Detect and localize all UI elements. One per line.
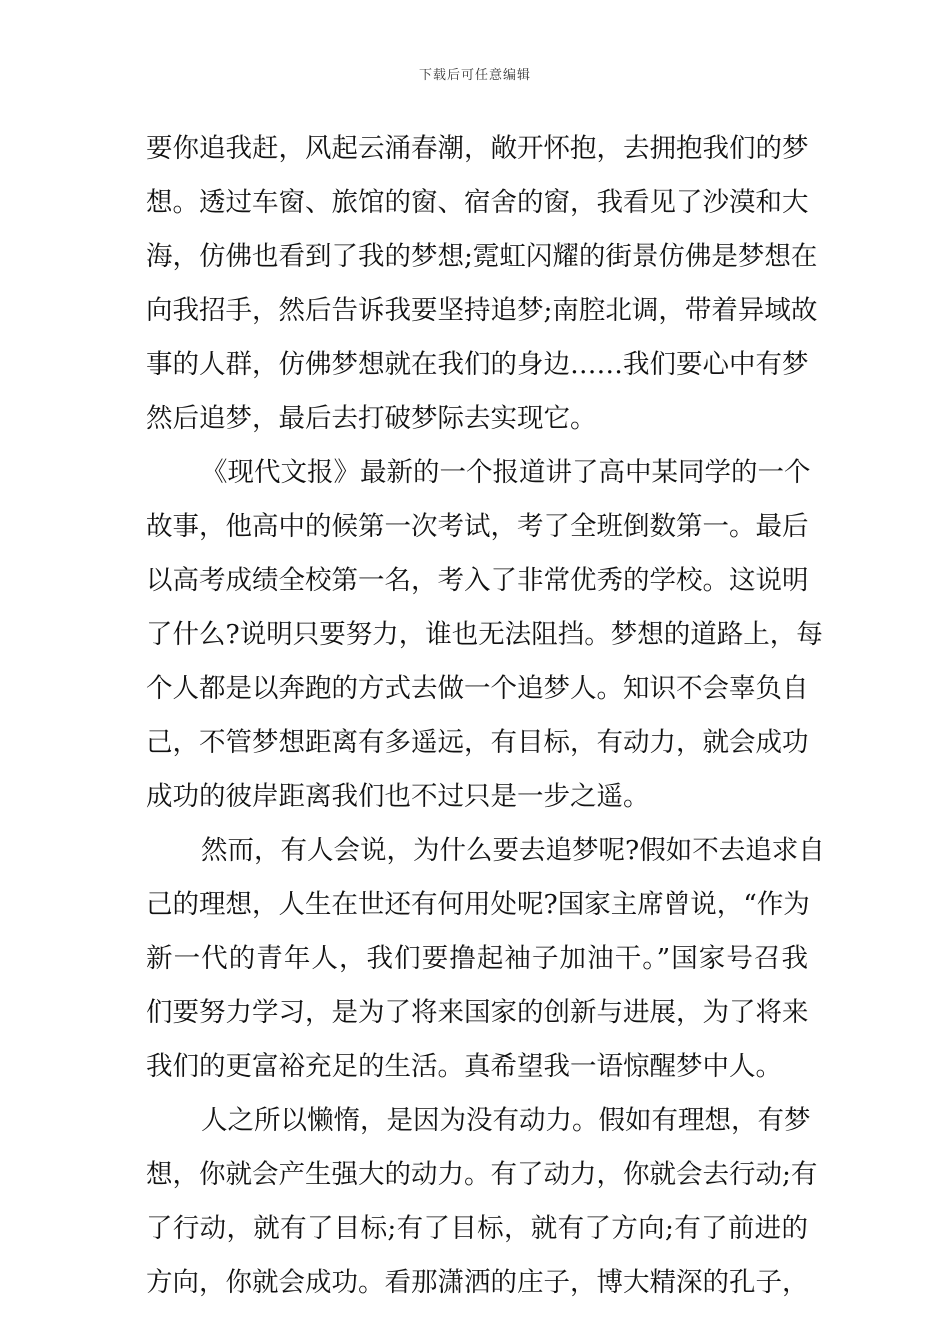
page-header: 下载后可任意编辑 <box>418 68 531 83</box>
text-line: 然而，有人会说，为什么要去追梦呢?假如不去追求自 <box>201 835 825 866</box>
text-line: 海，仿佛也看到了我的梦想;霓虹闪耀的街景仿佛是梦想在 <box>146 241 818 272</box>
text-line: 《现代文报》最新的一个报道讲了高中某同学的一个 <box>201 457 811 488</box>
document-body <box>146 122 825 1310</box>
text-line: 己，不管梦想距离有多遥远，有目标，有动力，就会成功 <box>146 727 809 758</box>
text-line: 要你追我赶，风起云涌春潮，敞开怀抱，去拥抱我们的梦 <box>146 133 809 164</box>
text-line: 了行动，就有了目标;有了目标，就有了方向;有了前进的 <box>146 1213 808 1244</box>
text-line: 以高考成绩全校第一名，考入了非常优秀的学校。这说明 <box>146 565 809 596</box>
text-line: 向我招手，然后告诉我要坚持追梦;南腔北调，带着异域故 <box>146 295 818 326</box>
text-line: 想。透过车窗、旅馆的窗、宿舍的窗，我看见了沙漠和大 <box>146 187 809 218</box>
text-line: 们要努力学习，是为了将来国家的创新与进展，为了将来 <box>146 997 809 1028</box>
text-line: 想，你就会产生强大的动力。有了动力，你就会去行动;有 <box>146 1159 818 1190</box>
text-line: 方向，你就会成功。看那潇洒的庄子，博大精深的孔子， <box>146 1267 809 1298</box>
text-line: 己的理想，人生在世还有何用处呢?国家主席曾说，“作为 <box>146 889 810 920</box>
text-line: 个人都是以奔跑的方式去做一个追梦人。知识不会辜负自 <box>146 673 809 704</box>
text-line: 新一代的青年人，我们要撸起袖子加油干。”国家号召我 <box>146 943 808 974</box>
text-line: 了什么?说明只要努力，谁也无法阻挡。梦想的道路上，每 <box>146 619 823 650</box>
text-line: 事的人群，仿佛梦想就在我们的身边……我们要心中有梦 <box>146 349 809 380</box>
text-line: 人之所以懒惰，是因为没有动力。假如有理想，有梦 <box>201 1105 811 1136</box>
text-line: 然后追梦，最后去打破梦际去实现它。 <box>146 403 597 434</box>
text-line: 故事，他高中的候第一次考试，考了全班倒数第一。最后 <box>146 511 809 542</box>
text-line: 我们的更富裕充足的生活。真希望我一语惊醒梦中人。 <box>146 1051 782 1082</box>
text-line: 成功的彼岸距离我们也不过只是一步之遥。 <box>146 781 650 812</box>
